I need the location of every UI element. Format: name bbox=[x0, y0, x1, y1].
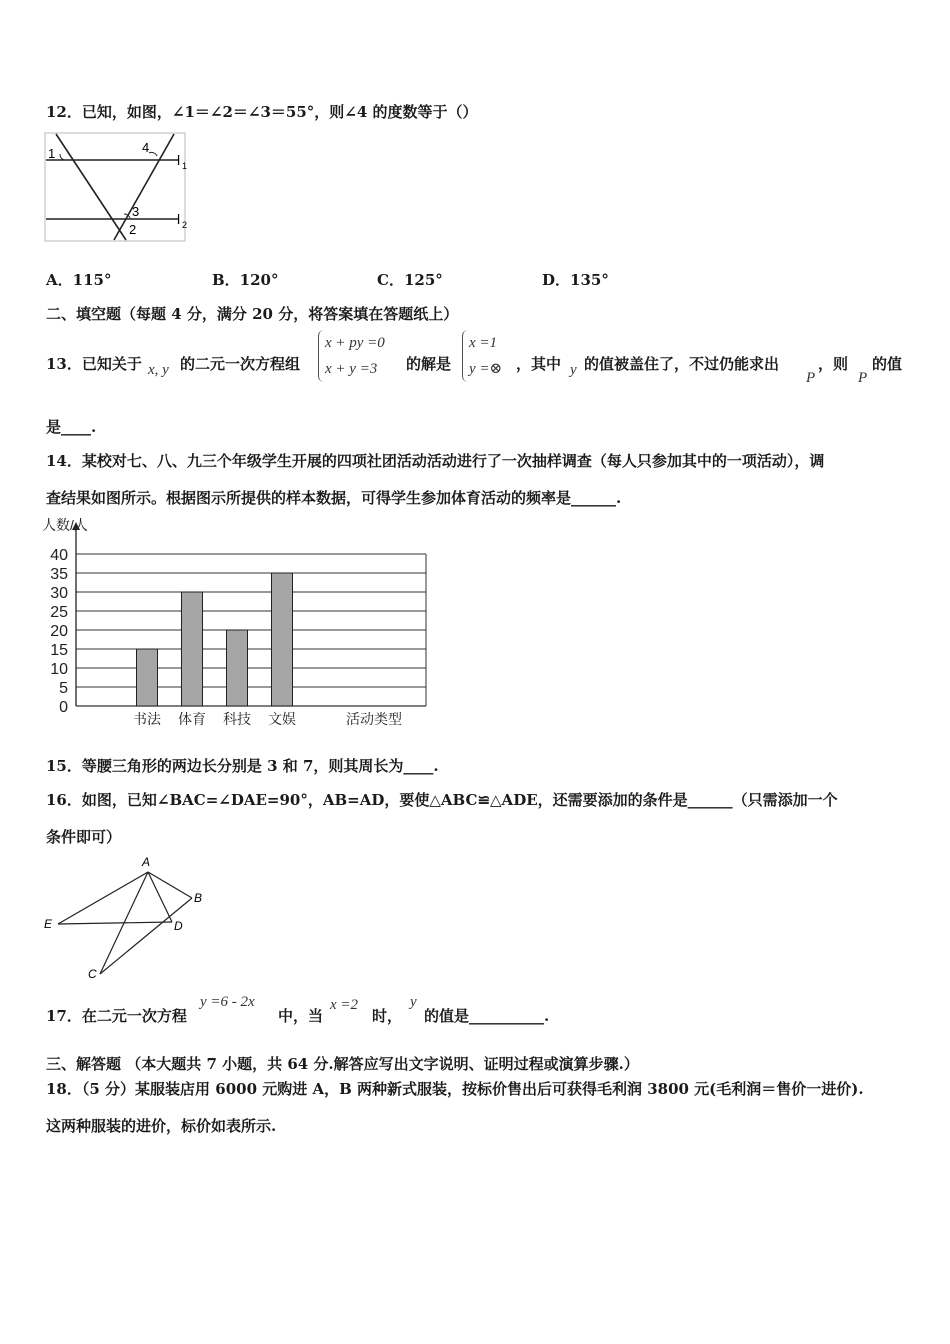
q17-eq: y =6 - 2x bbox=[200, 994, 255, 1010]
label-2: 2 bbox=[129, 222, 137, 237]
bar-文娱 bbox=[272, 573, 293, 706]
q14-bar-chart bbox=[40, 512, 440, 734]
x-category-label: 文娱 bbox=[268, 711, 296, 727]
q13-prefix: 13．已知关于 bbox=[46, 355, 142, 373]
q17-mid1: 中，当 bbox=[278, 1007, 324, 1025]
label-3: 3 bbox=[132, 204, 140, 219]
y-tick-label: 15 bbox=[50, 642, 68, 659]
q14-line1: 14．某校对七、八、九三个年级学生开展的四项社团活动活动进行了一次抽样调查（每人只参加其中的一项活动），调 bbox=[46, 452, 825, 470]
q13-solution bbox=[462, 330, 502, 382]
y-tick-label: 5 bbox=[59, 680, 68, 697]
q13-system bbox=[318, 330, 385, 382]
x-category-label: 科技 bbox=[223, 711, 251, 727]
q13-mid5: ，则 bbox=[818, 355, 849, 373]
label-D: D bbox=[174, 919, 183, 933]
q16-figure bbox=[40, 852, 220, 982]
q16-line1: 16．如图，已知∠BAC=∠DAE=90°，AB=AD，要使△ABC≌△ADE，还需要添加的条件是______（只需添加一个 bbox=[46, 791, 838, 809]
q13-eq1: x + py =0 bbox=[325, 335, 385, 351]
y-tick-label: 10 bbox=[50, 661, 68, 678]
q13-vars: x, y bbox=[148, 362, 169, 378]
label-1: 1 bbox=[48, 146, 56, 161]
q17-y: y bbox=[410, 994, 417, 1010]
q13-sol2: y =⊗ bbox=[469, 361, 503, 377]
section3-heading: 三、解答题 （本大题共 7 小题，共 64 分.解答应写出文字说明、证明过程或演算步骤.） bbox=[46, 1055, 639, 1073]
y-tick-label: 40 bbox=[50, 547, 68, 564]
q17-prefix: 17．在二元一次方程 bbox=[46, 1007, 187, 1025]
q18-line2: 这两种服装的进价，标价如表所示. bbox=[46, 1117, 277, 1135]
q12-choice-a: A．115° bbox=[46, 271, 112, 289]
q16-line2: 条件即可） bbox=[46, 828, 122, 846]
q13-mid4: 的值被盖住了，不过仍能求出 bbox=[584, 355, 780, 373]
q13-mid1: 的二元一次方程组 bbox=[180, 355, 301, 373]
q12-choice-b: B．120° bbox=[212, 271, 279, 289]
bar-体育 bbox=[182, 592, 203, 706]
section2-heading: 二、填空题（每题 4 分，满分 20 分，将答案填在答题纸上） bbox=[46, 305, 459, 323]
q13-mid3: ，其中 bbox=[516, 355, 562, 373]
q13-mid2: 的解是 bbox=[406, 355, 452, 373]
q17-cond: x =2 bbox=[330, 997, 359, 1013]
x-category-label: 体育 bbox=[178, 711, 206, 727]
q17-suffix: 的值是__________. bbox=[424, 1007, 550, 1025]
label-A: A bbox=[142, 855, 151, 869]
label-B: B bbox=[194, 891, 203, 905]
q12-choice-d: D．135° bbox=[542, 271, 609, 289]
q15-text: 15．等腰三角形的两边长分别是 3 和 7，则其周长为____. bbox=[46, 757, 439, 775]
q12-figure bbox=[44, 132, 188, 244]
y-tick-label: 25 bbox=[50, 604, 68, 621]
bar-科技 bbox=[227, 630, 248, 706]
y-tick-label: 35 bbox=[50, 566, 68, 583]
label-l1: l bbox=[177, 152, 181, 168]
q13-mid6: 的值 bbox=[872, 355, 903, 373]
q17-mid2: 时， bbox=[372, 1007, 403, 1025]
label-l2-sub: 2 bbox=[182, 220, 188, 230]
label-C: C bbox=[88, 967, 97, 981]
y-tick-label: 30 bbox=[50, 585, 68, 602]
q12-text: 12．已知，如图，∠1＝∠2＝∠3＝55°，则∠4 的度数等于（） bbox=[46, 103, 478, 121]
q13-p2: P bbox=[858, 370, 868, 386]
y-tick-label: 20 bbox=[50, 623, 68, 640]
chart-xlabel: 活动类型 bbox=[346, 711, 402, 727]
label-l2: l bbox=[177, 211, 181, 227]
label-E: E bbox=[44, 917, 53, 931]
q13-sol1: x =1 bbox=[469, 335, 498, 351]
q13-eq2: x + y =3 bbox=[325, 361, 378, 377]
label-l1-sub: 1 bbox=[182, 161, 188, 171]
chart-ylabel: 人数/人 bbox=[42, 517, 88, 533]
q12-choice-c: C．125° bbox=[377, 271, 443, 289]
q13-p1: P bbox=[806, 370, 816, 386]
q13-y: y bbox=[570, 362, 577, 378]
q14-line2: 查结果如图所示。根据图示所提供的样本数据，可得学生参加体育活动的频率是______. bbox=[46, 489, 622, 507]
y-tick-label: 0 bbox=[59, 699, 68, 716]
q18-line1: 18．（5 分）某服装店用 6000 元购进 A，B 两种新式服装，按标价售出后可获得毛利润 3800 元(毛利润＝售价一进价). bbox=[46, 1080, 864, 1098]
bar-书法 bbox=[137, 649, 158, 706]
q13-line2: 是____. bbox=[46, 418, 97, 436]
label-4: 4 bbox=[142, 140, 150, 155]
x-category-label: 书法 bbox=[133, 711, 161, 727]
